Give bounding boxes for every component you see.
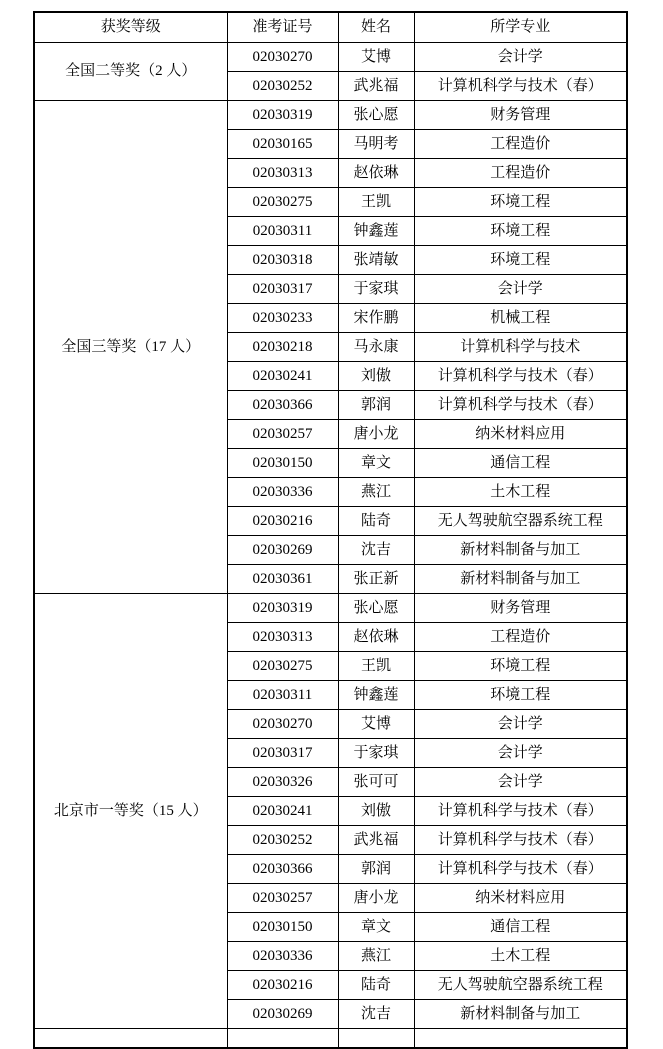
exam-id-cell: 02030319	[227, 593, 338, 622]
header-row	[34, 12, 627, 42]
exam-id-cell: 02030313	[227, 158, 338, 187]
exam-id-cell: 02030216	[227, 970, 338, 999]
name-cell: 马永康	[338, 332, 414, 361]
exam-id-cell: 02030216	[227, 506, 338, 535]
name-cell: 武兆福	[338, 825, 414, 854]
exam-id-cell: 02030275	[227, 187, 338, 216]
major-cell: 新材料制备与加工	[414, 535, 627, 564]
column-header-major: 所学专业	[414, 12, 627, 42]
name-cell: 章文	[338, 448, 414, 477]
major-cell: 计算机科学与技术（春）	[414, 854, 627, 883]
major-cell: 工程造价	[414, 622, 627, 651]
name-cell: 于家琪	[338, 274, 414, 303]
major-cell: 会计学	[414, 767, 627, 796]
name-cell: 王凯	[338, 187, 414, 216]
table-row	[34, 593, 627, 622]
name-cell: 章文	[338, 912, 414, 941]
exam-id-cell: 02030270	[227, 709, 338, 738]
column-header-name: 姓名	[338, 12, 414, 42]
major-cell: 环境工程	[414, 216, 627, 245]
name-cell: 张心愿	[338, 100, 414, 129]
major-cell: 计算机科学与技术（春）	[414, 796, 627, 825]
exam-id-cell: 02030317	[227, 738, 338, 767]
award-level-cell: 全国二等奖（2 人）	[34, 42, 227, 100]
exam-id-cell: 02030275	[227, 651, 338, 680]
major-cell: 机械工程	[414, 303, 627, 332]
exam-id-cell: 02030317	[227, 274, 338, 303]
major-cell: 土木工程	[414, 477, 627, 506]
table-row	[34, 100, 627, 129]
name-cell: 宋作鹏	[338, 303, 414, 332]
exam-id-cell: 02030252	[227, 71, 338, 100]
major-cell: 工程造价	[414, 158, 627, 187]
major-cell: 计算机科学与技术（春）	[414, 361, 627, 390]
award-winners-table	[33, 11, 628, 1049]
name-cell: 燕江	[338, 941, 414, 970]
major-cell: 计算机科学与技术（春）	[414, 825, 627, 854]
major-cell: 环境工程	[414, 651, 627, 680]
exam-id-cell: 02030150	[227, 448, 338, 477]
exam-id-cell: 02030218	[227, 332, 338, 361]
major-cell: 财务管理	[414, 593, 627, 622]
major-cell: 环境工程	[414, 680, 627, 709]
major-cell: 无人驾驶航空器系统工程	[414, 970, 627, 999]
name-cell: 艾博	[338, 42, 414, 71]
name-cell: 燕江	[338, 477, 414, 506]
table-row	[34, 42, 627, 71]
name-cell: 唐小龙	[338, 419, 414, 448]
column-header-exam-id: 准考证号	[227, 12, 338, 42]
name-cell: 钟鑫莲	[338, 680, 414, 709]
empty-cell	[414, 1028, 627, 1048]
name-cell: 赵依琳	[338, 158, 414, 187]
major-cell: 会计学	[414, 738, 627, 767]
major-cell: 纳米材料应用	[414, 883, 627, 912]
major-cell: 计算机科学与技术（春）	[414, 390, 627, 419]
major-cell: 通信工程	[414, 912, 627, 941]
name-cell: 唐小龙	[338, 883, 414, 912]
major-cell: 计算机科学与技术（春）	[414, 71, 627, 100]
name-cell: 张心愿	[338, 593, 414, 622]
name-cell: 张靖敏	[338, 245, 414, 274]
name-cell: 钟鑫莲	[338, 216, 414, 245]
name-cell: 张正新	[338, 564, 414, 593]
name-cell: 王凯	[338, 651, 414, 680]
name-cell: 郭润	[338, 390, 414, 419]
name-cell: 艾博	[338, 709, 414, 738]
exam-id-cell: 02030336	[227, 941, 338, 970]
name-cell: 武兆福	[338, 71, 414, 100]
exam-id-cell: 02030257	[227, 883, 338, 912]
name-cell: 沈吉	[338, 999, 414, 1028]
major-cell: 新材料制备与加工	[414, 564, 627, 593]
name-cell: 陆奇	[338, 506, 414, 535]
name-cell: 沈吉	[338, 535, 414, 564]
exam-id-cell: 02030361	[227, 564, 338, 593]
column-header-award-level: 获奖等级	[34, 12, 227, 42]
exam-id-cell: 02030366	[227, 854, 338, 883]
exam-id-cell: 02030313	[227, 622, 338, 651]
exam-id-cell: 02030319	[227, 100, 338, 129]
name-cell: 刘傲	[338, 361, 414, 390]
partial-cutoff-row	[34, 1028, 627, 1048]
major-cell: 计算机科学与技术	[414, 332, 627, 361]
exam-id-cell: 02030326	[227, 767, 338, 796]
exam-id-cell: 02030257	[227, 419, 338, 448]
exam-id-cell: 02030269	[227, 535, 338, 564]
name-cell: 于家琪	[338, 738, 414, 767]
exam-id-cell: 02030366	[227, 390, 338, 419]
empty-cell	[34, 1028, 227, 1048]
empty-cell	[338, 1028, 414, 1048]
major-cell: 财务管理	[414, 100, 627, 129]
exam-id-cell: 02030311	[227, 216, 338, 245]
award-level-cell: 全国三等奖（17 人）	[34, 100, 227, 593]
exam-id-cell: 02030252	[227, 825, 338, 854]
name-cell: 刘傲	[338, 796, 414, 825]
major-cell: 环境工程	[414, 187, 627, 216]
exam-id-cell: 02030241	[227, 361, 338, 390]
name-cell: 陆奇	[338, 970, 414, 999]
name-cell: 张可可	[338, 767, 414, 796]
major-cell: 纳米材料应用	[414, 419, 627, 448]
major-cell: 会计学	[414, 274, 627, 303]
major-cell: 会计学	[414, 42, 627, 71]
name-cell: 郭润	[338, 854, 414, 883]
name-cell: 马明考	[338, 129, 414, 158]
exam-id-cell: 02030336	[227, 477, 338, 506]
exam-id-cell: 02030165	[227, 129, 338, 158]
name-cell: 赵依琳	[338, 622, 414, 651]
exam-id-cell: 02030150	[227, 912, 338, 941]
major-cell: 土木工程	[414, 941, 627, 970]
major-cell: 无人驾驶航空器系统工程	[414, 506, 627, 535]
exam-id-cell: 02030270	[227, 42, 338, 71]
major-cell: 会计学	[414, 709, 627, 738]
exam-id-cell: 02030269	[227, 999, 338, 1028]
major-cell: 通信工程	[414, 448, 627, 477]
exam-id-cell: 02030311	[227, 680, 338, 709]
exam-id-cell: 02030233	[227, 303, 338, 332]
exam-id-cell: 02030318	[227, 245, 338, 274]
exam-id-cell: 02030241	[227, 796, 338, 825]
major-cell: 工程造价	[414, 129, 627, 158]
major-cell: 新材料制备与加工	[414, 999, 627, 1028]
empty-cell	[227, 1028, 338, 1048]
award-level-cell: 北京市一等奖（15 人）	[34, 593, 227, 1028]
major-cell: 环境工程	[414, 245, 627, 274]
